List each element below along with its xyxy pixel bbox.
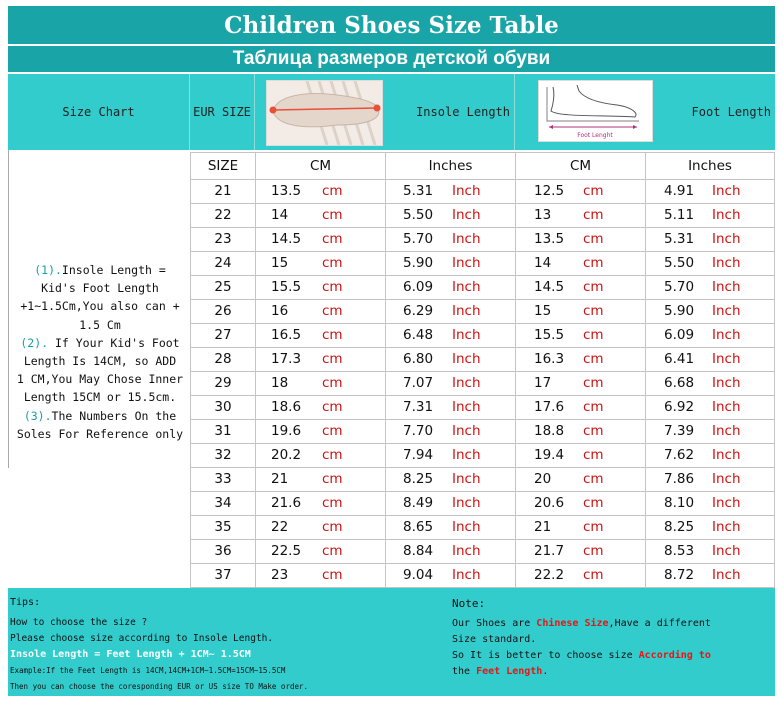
cm-unit: cm (583, 471, 604, 487)
tips-please: Please choose size according to Insole Length. (10, 633, 274, 644)
foot-cm-cell (515, 563, 645, 587)
foot-inch-value: 8.53 (664, 543, 695, 559)
table-row (190, 227, 775, 252)
insole-icon (267, 81, 382, 145)
foot-cm-value: 21.7 (534, 543, 565, 559)
note-number-2: (2). (20, 335, 49, 350)
table-row (190, 275, 775, 300)
foot-inch-cell (645, 299, 775, 323)
insole-inch-cell (385, 299, 515, 323)
footer-panel (8, 588, 775, 696)
inch-unit: Inch (452, 207, 481, 223)
insole-inch-cell (385, 323, 515, 347)
foot-inch-value: 8.25 (664, 519, 695, 535)
cm-unit: cm (322, 303, 343, 319)
insole-cm-value: 22 (271, 519, 289, 535)
inch-unit: Inch (712, 327, 741, 343)
table-row (190, 467, 775, 492)
cm-unit: cm (583, 183, 604, 199)
header-eur-size: EUR SIZE (190, 74, 255, 150)
inch-unit: Inch (452, 375, 481, 391)
table-row (190, 323, 775, 348)
table-row (190, 443, 775, 468)
inch-unit: Inch (452, 183, 481, 199)
insole-inch-value: 7.31 (403, 399, 434, 415)
inch-unit: Inch (712, 399, 741, 415)
foot-cm-cell (515, 443, 645, 467)
chinese-size-text: Chinese Size (536, 618, 609, 629)
foot-inch-cell (645, 395, 775, 419)
foot-cm-value: 19.4 (534, 447, 565, 463)
note-2-line-b: Length Is 14CM, so ADD (23, 354, 177, 369)
size-cell: 21 (190, 179, 255, 203)
insole-cm-value: 18 (271, 375, 289, 391)
note-line-1c: ,Have a different (608, 618, 711, 629)
insole-inch-value: 6.48 (403, 327, 434, 343)
inch-unit: Inch (452, 567, 481, 583)
insole-inch-cell (385, 515, 515, 539)
foot-inch-value: 7.62 (664, 447, 695, 463)
foot-cm-cell (515, 395, 645, 419)
table-row (190, 491, 775, 516)
foot-inch-value: 6.41 (664, 351, 695, 367)
foot-inch-value: 8.72 (664, 567, 695, 583)
size-cell: 27 (190, 323, 255, 347)
inch-unit: Inch (452, 447, 481, 463)
insole-cm-value: 19.6 (271, 423, 302, 439)
table-row (190, 515, 775, 540)
inch-unit: Inch (712, 255, 741, 271)
foot-cm-cell (515, 227, 645, 251)
cm-unit: cm (322, 351, 343, 367)
cm-unit: cm (322, 207, 343, 223)
table-row (190, 563, 775, 588)
insole-inch-value: 7.94 (403, 447, 434, 463)
foot-inch-cell (645, 347, 775, 371)
insole-cm-cell (255, 203, 385, 227)
foot-inch-cell (645, 179, 775, 203)
insole-inch-value: 6.29 (403, 303, 434, 319)
cm-unit: cm (583, 543, 604, 559)
foot-inch-value: 6.92 (664, 399, 695, 415)
cm-unit: cm (583, 303, 604, 319)
foot-cm-value: 18.8 (534, 423, 565, 439)
insole-cm-cell (255, 443, 385, 467)
inch-unit: Inch (452, 471, 481, 487)
foot-inch-cell (645, 227, 775, 251)
insole-cm-cell (255, 395, 385, 419)
foot-inch-cell (645, 419, 775, 443)
insole-inch-value: 8.84 (403, 543, 434, 559)
foot-length-label: Foot Length (691, 105, 771, 119)
note-line-1 (452, 618, 711, 629)
cm-unit: cm (583, 447, 604, 463)
foot-cm-cell (515, 419, 645, 443)
cm-unit: cm (583, 495, 604, 511)
insole-inch-cell (385, 371, 515, 395)
foot-inch-cell (645, 371, 775, 395)
inch-unit: Inch (452, 327, 481, 343)
insole-cm-cell (255, 251, 385, 275)
inch-unit: Inch (452, 423, 481, 439)
inch-unit: Inch (712, 207, 741, 223)
insole-cm-value: 15 (271, 255, 289, 271)
note-number-1: (1). (34, 263, 62, 277)
cm-unit: cm (583, 567, 604, 583)
size-cell: 37 (190, 563, 255, 587)
insole-inch-cell (385, 251, 515, 275)
table-subheader-row (190, 152, 775, 180)
foot-length-image-label: Foot Lenght (577, 132, 613, 139)
foot-cm-value: 21 (534, 519, 552, 535)
foot-cm-value: 14 (534, 255, 552, 271)
inch-unit: Inch (712, 303, 741, 319)
insole-inch-cell (385, 347, 515, 371)
inch-unit: Inch (452, 519, 481, 535)
note-line-3 (452, 650, 711, 661)
cm-unit: cm (322, 495, 343, 511)
size-cell: 28 (190, 347, 255, 371)
insole-inch-cell (385, 419, 515, 443)
insole-inch-value: 6.80 (403, 351, 434, 367)
insole-inch-value: 6.09 (403, 279, 434, 295)
foot-cm-cell (515, 347, 645, 371)
insole-inch-value: 7.07 (403, 375, 434, 391)
inch-unit: Inch (452, 231, 481, 247)
insole-cm-cell (255, 515, 385, 539)
insole-cm-cell (255, 467, 385, 491)
foot-cm-value: 12.5 (534, 183, 565, 199)
cm-unit: cm (322, 519, 343, 535)
tips-example: Example:If the Feet Length is 14CM,14CM+1CM~1.5CM=15CM~15.5CM (10, 666, 286, 675)
cm-unit: cm (322, 279, 343, 295)
size-cell: 23 (190, 227, 255, 251)
page-title: Children Shoes Size Table (8, 6, 775, 46)
size-cell: 25 (190, 275, 255, 299)
cm-unit: cm (583, 375, 604, 391)
insole-cm-value: 23 (271, 567, 289, 583)
foot-measure-image (538, 80, 653, 142)
cm-unit: cm (322, 399, 343, 415)
foot-cm-cell (515, 299, 645, 323)
note-2-line-a: If Your Kid's Foot (48, 335, 180, 350)
note-line-2: Size standard. (452, 634, 537, 645)
foot-cm-value: 17.6 (534, 399, 565, 415)
table-row (190, 347, 775, 372)
insole-inch-cell (385, 227, 515, 251)
foot-cm-cell (515, 539, 645, 563)
size-cell: 30 (190, 395, 255, 419)
insole-inch-cell (385, 467, 515, 491)
size-cell: 29 (190, 371, 255, 395)
insole-inch-value: 5.70 (403, 231, 434, 247)
inch-unit: Inch (712, 351, 741, 367)
insole-cm-cell (255, 323, 385, 347)
insole-inch-value: 5.50 (403, 207, 434, 223)
insole-inch-cell (385, 539, 515, 563)
insole-cm-cell (255, 491, 385, 515)
foot-cm-value: 22.2 (534, 567, 565, 583)
cm-unit: cm (322, 423, 343, 439)
foot-cm-value: 20.6 (534, 495, 565, 511)
note-1-line-b: Kid's Foot Length (41, 281, 159, 296)
foot-inch-value: 5.31 (664, 231, 695, 247)
foot-inch-value: 6.09 (664, 327, 695, 343)
foot-cm-value: 13.5 (534, 231, 565, 247)
cm-unit: cm (583, 327, 604, 343)
note-3-line-a: The Numbers On the (51, 408, 177, 423)
insole-inch-value: 8.25 (403, 471, 434, 487)
insole-cm-cell (255, 347, 385, 371)
size-cell: 32 (190, 443, 255, 467)
foot-cm-cell (515, 275, 645, 299)
inch-unit: Inch (452, 279, 481, 295)
foot-cm-cell (515, 251, 645, 275)
insole-cm-value: 22.5 (271, 543, 302, 559)
foot-inch-value: 5.90 (664, 303, 695, 319)
insole-cm-value: 21 (271, 471, 289, 487)
col-insole-cm: CM (255, 153, 385, 179)
table-row (190, 539, 775, 564)
page-subtitle-ru: Таблица размеров детской обуви (8, 46, 775, 72)
insole-cm-cell (255, 275, 385, 299)
insole-inch-value: 8.49 (403, 495, 434, 511)
foot-inch-cell (645, 539, 775, 563)
note-number-3: (3). (23, 408, 52, 423)
col-foot-inches: Inches (645, 153, 775, 179)
size-cell: 24 (190, 251, 255, 275)
note-2-line-c: 1 CM,You May Chose Inner (16, 372, 184, 387)
insole-cm-cell (255, 299, 385, 323)
foot-cm-cell (515, 515, 645, 539)
header-size-chart: Size Chart (8, 74, 190, 150)
inch-unit: Inch (712, 471, 741, 487)
foot-cm-value: 15.5 (534, 327, 565, 343)
foot-inch-cell (645, 323, 775, 347)
table-row (190, 251, 775, 276)
foot-inch-cell (645, 275, 775, 299)
feet-length-text: Feet Length (476, 666, 543, 677)
cm-unit: cm (583, 351, 604, 367)
cm-unit: cm (322, 567, 343, 583)
table-row (190, 203, 775, 228)
cm-unit: cm (322, 231, 343, 247)
inch-unit: Inch (452, 495, 481, 511)
inch-unit: Inch (452, 543, 481, 559)
col-insole-inches: Inches (385, 153, 515, 179)
insole-cm-value: 14 (271, 207, 289, 223)
foot-inch-cell (645, 491, 775, 515)
foot-inch-value: 7.86 (664, 471, 695, 487)
note-1-line-d: 1.5 Cm (79, 317, 121, 332)
note-1-line-a: Insole Length = (61, 263, 166, 277)
insole-cm-value: 15.5 (271, 279, 302, 295)
insole-inch-cell (385, 395, 515, 419)
foot-inch-value: 5.11 (664, 207, 695, 223)
insole-inch-cell (385, 563, 515, 587)
cm-unit: cm (583, 399, 604, 415)
foot-cm-cell (515, 203, 645, 227)
cm-unit: cm (322, 327, 343, 343)
insole-inch-value: 5.31 (403, 183, 434, 199)
insole-cm-value: 16.5 (271, 327, 302, 343)
note-label: Note: (452, 597, 486, 610)
foot-inch-value: 7.39 (664, 423, 695, 439)
insole-cm-cell (255, 563, 385, 587)
foot-inch-cell (645, 563, 775, 587)
insole-cm-value: 14.5 (271, 231, 302, 247)
side-notes (10, 261, 190, 443)
size-cell: 33 (190, 467, 255, 491)
cm-unit: cm (322, 471, 343, 487)
note-1-line-c: +1~1.5Cm,You also can + (20, 299, 180, 314)
inch-unit: Inch (712, 567, 741, 583)
inch-unit: Inch (712, 231, 741, 247)
inch-unit: Inch (452, 399, 481, 415)
cm-unit: cm (322, 543, 343, 559)
foot-cm-cell (515, 467, 645, 491)
foot-cm-cell (515, 491, 645, 515)
insole-cm-cell (255, 227, 385, 251)
according-to-text: According to (638, 650, 711, 661)
size-cell: 34 (190, 491, 255, 515)
foot-measure-icon (539, 81, 652, 141)
insole-inch-cell (385, 275, 515, 299)
table-row (190, 419, 775, 444)
inch-unit: Inch (712, 279, 741, 295)
foot-inch-value: 5.50 (664, 255, 695, 271)
foot-cm-value: 15 (534, 303, 552, 319)
insole-inch-value: 7.70 (403, 423, 434, 439)
insole-inch-cell (385, 491, 515, 515)
cm-unit: cm (583, 519, 604, 535)
size-cell: 22 (190, 203, 255, 227)
note-line-3a: So It is better to choose size (452, 650, 639, 661)
tips-how: How to choose the size ? (10, 617, 148, 628)
insole-cm-value: 20.2 (271, 447, 302, 463)
inch-unit: Inch (712, 495, 741, 511)
cm-unit: cm (583, 207, 604, 223)
insole-inch-cell (385, 203, 515, 227)
foot-cm-value: 17 (534, 375, 552, 391)
size-cell: 36 (190, 539, 255, 563)
insole-cm-cell (255, 419, 385, 443)
size-cell: 35 (190, 515, 255, 539)
insole-inch-value: 8.65 (403, 519, 434, 535)
tips-then: Then you can choose the coresponding EUR or US size TO Make order. (10, 682, 309, 691)
insole-cm-value: 21.6 (271, 495, 302, 511)
cm-unit: cm (322, 447, 343, 463)
insole-inch-cell (385, 179, 515, 203)
table-row (190, 179, 775, 204)
tips-label: Tips: (10, 597, 41, 608)
note-line-4c: . (542, 666, 549, 677)
foot-cm-cell (515, 323, 645, 347)
inch-unit: Inch (452, 303, 481, 319)
size-cell: 26 (190, 299, 255, 323)
foot-inch-cell (645, 251, 775, 275)
insole-cm-cell (255, 539, 385, 563)
note-2-line-d: Length 15CM or 15.5cm. (23, 390, 177, 405)
cm-unit: cm (322, 255, 343, 271)
foot-cm-cell (515, 179, 645, 203)
cm-unit: cm (322, 375, 343, 391)
cm-unit: cm (322, 183, 343, 199)
insole-cm-cell (255, 179, 385, 203)
table-row (190, 299, 775, 324)
inch-unit: Inch (712, 375, 741, 391)
note-line-4a: the (452, 666, 477, 677)
insole-image (266, 80, 383, 146)
insole-cm-cell (255, 371, 385, 395)
insole-inch-cell (385, 443, 515, 467)
insole-inch-value: 9.04 (403, 567, 434, 583)
inch-unit: Inch (712, 543, 741, 559)
tips-formula: Insole Length = Feet Length + 1CM~ 1.5CM (10, 649, 251, 660)
foot-inch-value: 8.10 (664, 495, 695, 511)
foot-cm-cell (515, 371, 645, 395)
size-cell: 31 (190, 419, 255, 443)
table-row (190, 395, 775, 420)
foot-cm-value: 14.5 (534, 279, 565, 295)
insole-inch-value: 5.90 (403, 255, 434, 271)
table-row (190, 371, 775, 396)
inch-unit: Inch (712, 519, 741, 535)
inch-unit: Inch (712, 183, 741, 199)
insole-cm-value: 16 (271, 303, 289, 319)
cm-unit: cm (583, 279, 604, 295)
foot-inch-value: 6.68 (664, 375, 695, 391)
foot-inch-cell (645, 443, 775, 467)
note-line-4 (452, 666, 548, 677)
inch-unit: Inch (712, 447, 741, 463)
note-3-line-b: Soles For Reference only (16, 426, 184, 441)
note-line-1a: Our Shoes are (452, 618, 537, 629)
foot-cm-value: 16.3 (534, 351, 565, 367)
insole-cm-value: 17.3 (271, 351, 302, 367)
foot-cm-value: 20 (534, 471, 552, 487)
cm-unit: cm (583, 423, 604, 439)
foot-cm-value: 13 (534, 207, 552, 223)
col-foot-cm: CM (515, 153, 645, 179)
insole-cm-value: 18.6 (271, 399, 302, 415)
insole-cm-value: 13.5 (271, 183, 302, 199)
foot-inch-value: 5.70 (664, 279, 695, 295)
inch-unit: Inch (452, 255, 481, 271)
inch-unit: Inch (712, 423, 741, 439)
cm-unit: cm (583, 231, 604, 247)
foot-inch-cell (645, 467, 775, 491)
foot-inch-value: 4.91 (664, 183, 695, 199)
foot-inch-cell (645, 515, 775, 539)
insole-length-label: Insole Length (416, 105, 510, 119)
col-size: SIZE (190, 153, 255, 179)
foot-inch-cell (645, 203, 775, 227)
inch-unit: Inch (452, 351, 481, 367)
cm-unit: cm (583, 255, 604, 271)
